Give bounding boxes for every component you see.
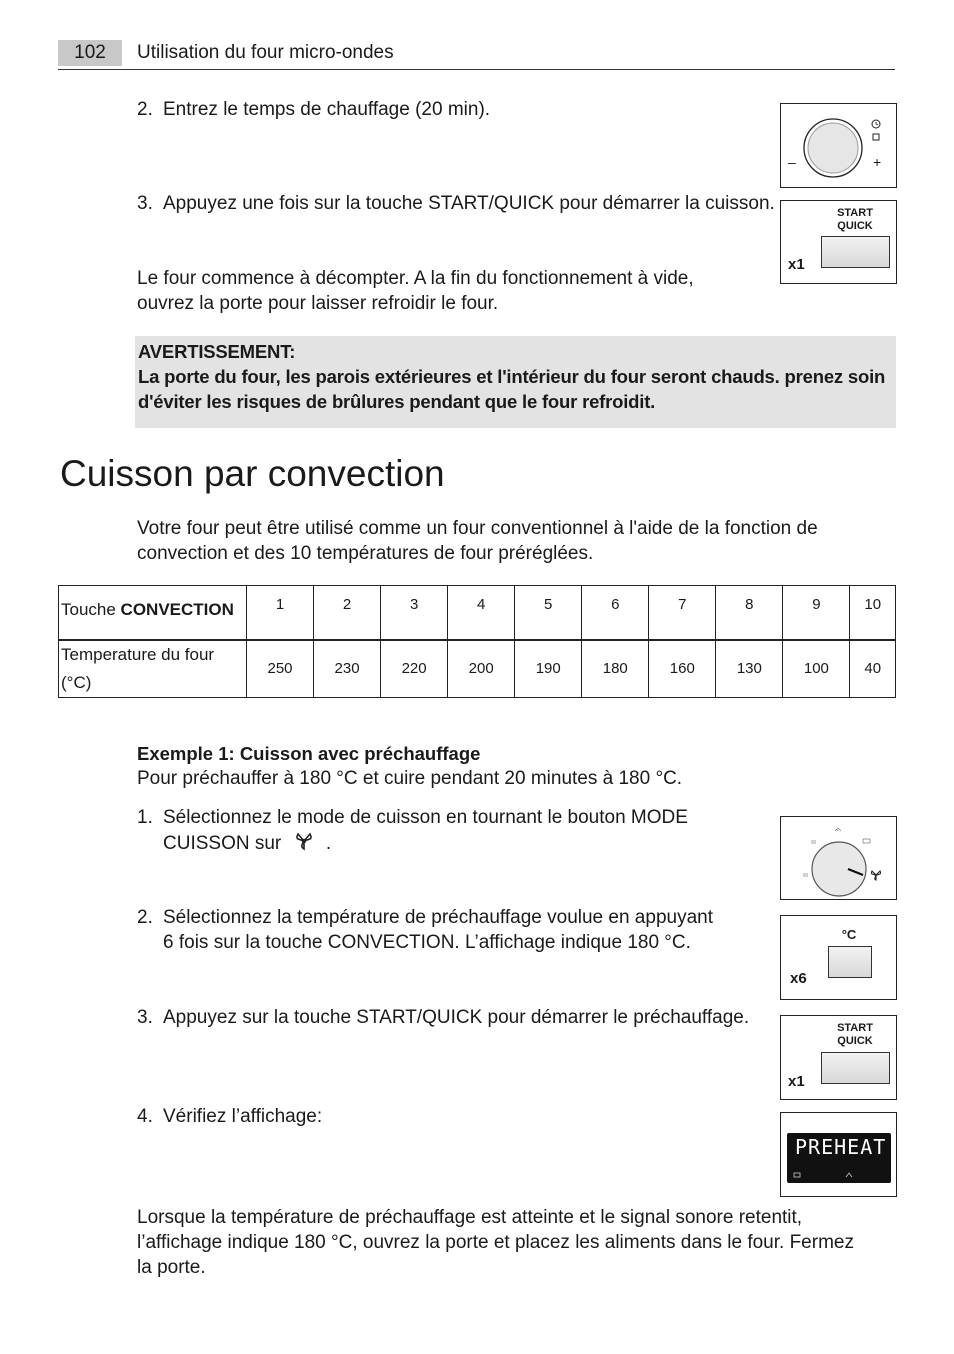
table-cell: 250 — [247, 640, 314, 698]
table-cell: 6 — [582, 586, 649, 640]
table-cell: 9 — [783, 586, 850, 640]
convection-button-icon — [828, 946, 872, 978]
warning-line-2: d'éviter les risques de brûlures pendant que le four refroidit. — [138, 391, 656, 412]
press-count: x6 — [790, 970, 807, 987]
table-cell: 160 — [649, 640, 716, 698]
table-cell: 3 — [381, 586, 448, 640]
fan-icon — [287, 830, 321, 852]
start-quick-button-icon — [821, 1052, 890, 1084]
warning-line-1: La porte du four, les parois extérieures et l'intérieur du four seront chauds. prenez soin — [138, 366, 886, 387]
celsius-label: °C — [841, 927, 857, 942]
example-step-4: 4. Vérifiez l’affichage: — [137, 1106, 323, 1127]
page-number: 102 — [58, 40, 122, 66]
table-cell: 7 — [649, 586, 716, 640]
table-cell: 10 — [850, 586, 896, 640]
step-2-enter-time: 2. Entrez le temps de chauffage (20 min). — [137, 99, 491, 120]
display-text: PREHEAT — [795, 1135, 887, 1159]
start-quick-label: START QUICK — [837, 1022, 873, 1047]
table-cell: 180 — [582, 640, 649, 698]
example-step-2: 2. Sélectionnez la température de préchauffage voulue en appuyant 6 fois sur la touche CONVECTION. L’affichage indique 180 °C. — [137, 907, 713, 953]
mode-knob-illustration — [780, 816, 897, 900]
table-cell: 8 — [716, 586, 783, 640]
table-cell: 4 — [448, 586, 515, 640]
press-count: x1 — [788, 1073, 805, 1090]
example-title: Exemple 1: Cuisson avec préchauffage — [137, 743, 481, 764]
header-title: Utilisation du four micro-ondes — [137, 42, 394, 63]
lcd-display — [787, 1133, 891, 1183]
table-cell: 230 — [314, 640, 381, 698]
start-quick-button-icon — [821, 236, 890, 268]
table-row-temperatures — [59, 640, 896, 698]
start-quick-illustration-2 — [780, 1015, 897, 1100]
table-cell: 2 — [314, 586, 381, 640]
convection-button-illustration — [780, 915, 897, 1000]
row-header-temperature: Temperature du four (°C) — [59, 640, 247, 698]
example-subtitle: Pour préchauffer à 180 °C et cuire pendant 20 minutes à 180 °C. — [137, 768, 683, 789]
display-indicator-icons — [787, 1133, 891, 1183]
warning-box — [135, 336, 896, 428]
table-cell: 1 — [247, 586, 314, 640]
table-cell: 100 — [783, 640, 850, 698]
table-cell: 130 — [716, 640, 783, 698]
section-heading: Cuisson par convection — [60, 453, 445, 494]
example-step-3: 3. Appuyez sur la touche START/QUICK pour démarrer le préchauffage. — [137, 1007, 750, 1028]
knob-plus-label: + — [873, 154, 882, 170]
example-step-1: 1. Sélectionnez le mode de cuisson en tournant le bouton MODE CUISSON sur . — [137, 807, 688, 854]
table-cell: 220 — [381, 640, 448, 698]
convection-temperature-table — [58, 585, 896, 698]
table-cell: 40 — [850, 640, 896, 698]
row-header-convection-key: Touche CONVECTION — [59, 586, 247, 640]
time-knob-illustration — [780, 103, 897, 188]
header-divider — [58, 69, 895, 70]
step-3-press-start: 3. Appuyez une fois sur la touche START/QUICK pour démarrer la cuisson. — [137, 193, 775, 214]
start-quick-illustration-1 — [780, 200, 897, 284]
time-knob-icon — [781, 104, 896, 187]
final-paragraph: Lorsque la température de préchauffage est atteinte et le signal sonore retentit, l’affichage indique 180 °C, ouvrez la porte et placez les aliments dans le four. Fermez la porte. — [137, 1207, 854, 1278]
table-cell: 200 — [448, 640, 515, 698]
table-cell: 5 — [515, 586, 582, 640]
mode-knob-icon — [781, 817, 896, 899]
knob-minus-label: – — [788, 154, 796, 170]
warning-title: AVERTISSEMENT: — [138, 341, 296, 362]
intro-paragraph: Votre four peut être utilisé comme un four conventionnel à l'aide de la fonction de convection et des 10 températures de four préréglées. — [137, 518, 818, 564]
table-cell: 190 — [515, 640, 582, 698]
countdown-paragraph: Le four commence à décompter. A la fin du fonctionnement à vide, ouvrez la porte pour laisser refroidir le four. — [137, 268, 694, 314]
table-row-presses — [59, 586, 896, 640]
press-count: x1 — [788, 256, 805, 273]
start-quick-label: START QUICK — [837, 207, 873, 232]
display-illustration — [780, 1112, 897, 1197]
